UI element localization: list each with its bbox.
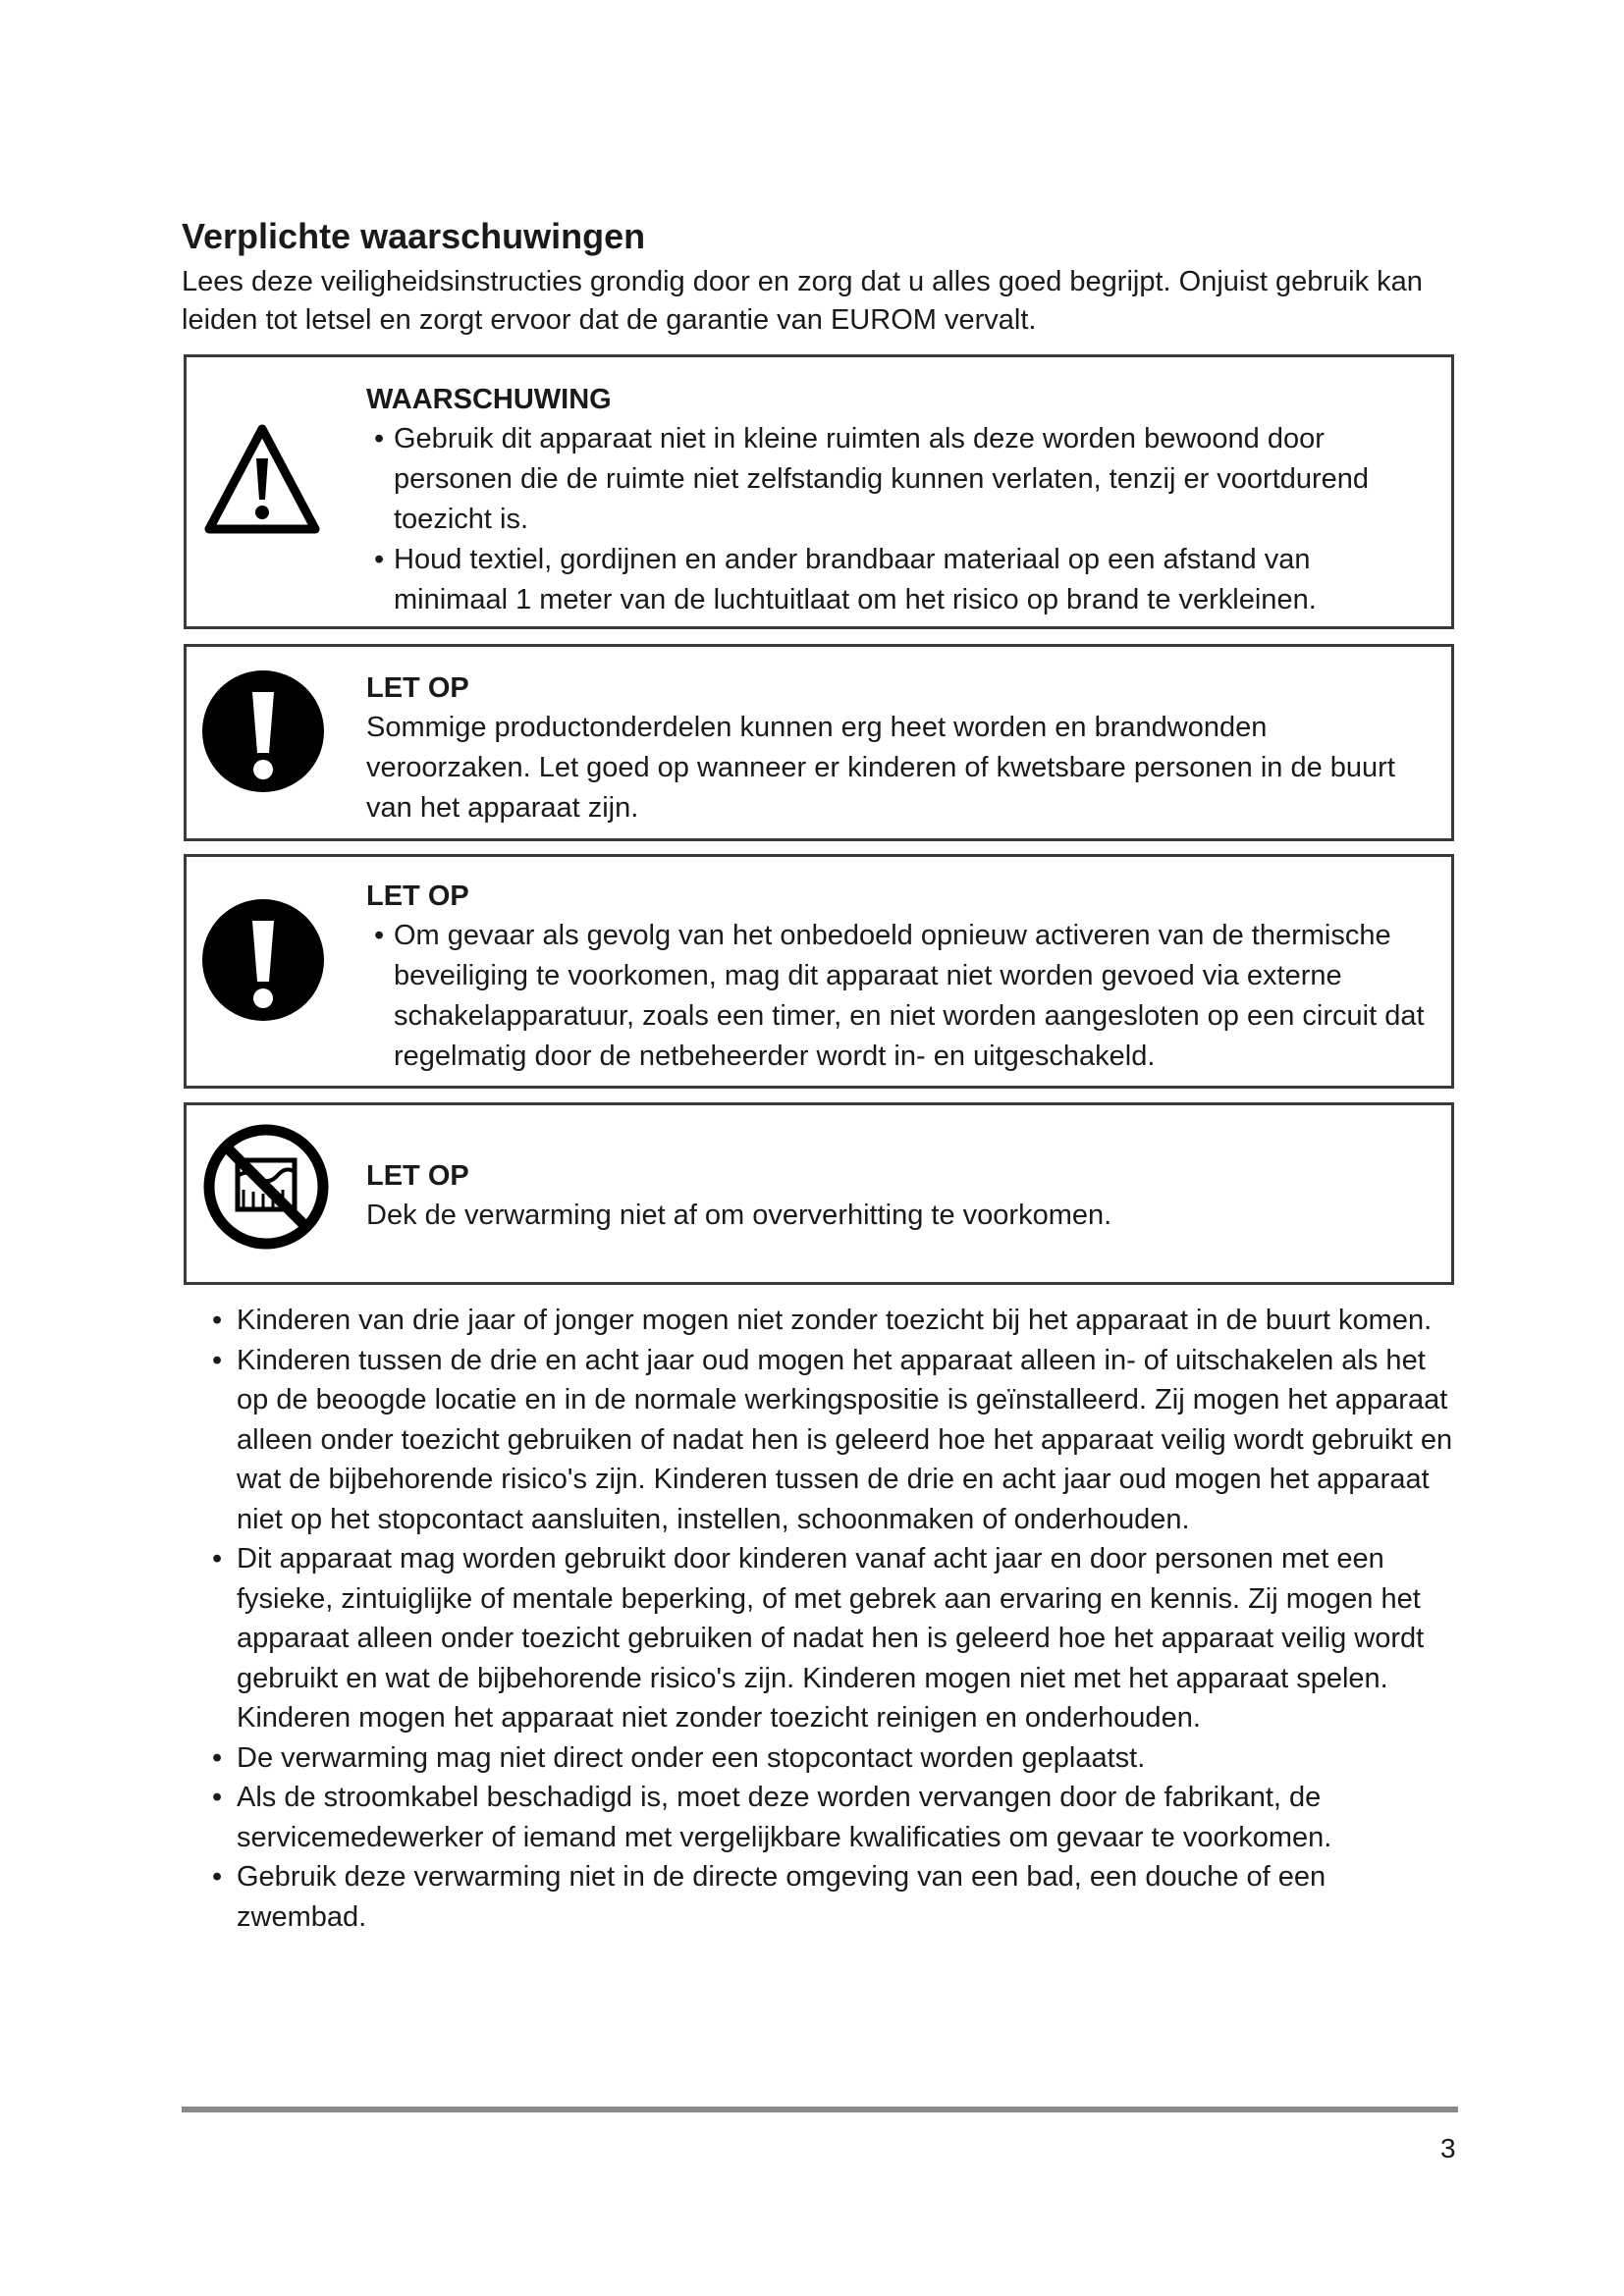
footer-divider bbox=[182, 2107, 1458, 2112]
warning-bullet: • Houd textiel, gordijnen en ander brandbaar materiaal op een afstand van minimaal 1 meter van de luchtuitlaat om het risico op brand te verkleinen. bbox=[366, 540, 1432, 620]
exclamation-circle-icon bbox=[200, 668, 326, 794]
caution-box-title: LET OP bbox=[366, 672, 469, 704]
caution-box-thermal-protection bbox=[184, 854, 1454, 1089]
warning-box-title: WAARSCHUWING bbox=[366, 384, 612, 415]
list-item: • Gebruik deze verwarming niet in de directe omgeving van een bad, een douche of een zwembad. bbox=[209, 1857, 1461, 1937]
exclamation-circle-icon bbox=[200, 897, 326, 1023]
list-item: • Dit apparaat mag worden gebruikt door kinderen vanaf acht jaar en door personen met een fysieke, zintuiglijke of mentale beperking, of met gebrek aan ervaring en kennis. Zij mogen het apparaat alleen onder toezicht gebruiken of nadat hen is geleerd hoe het apparaat veilig wordt gebruikt en wat de bijbehorende risico's zijn. Kinderen mogen niet met het apparaat spelen. Kinderen mogen het apparaat niet zonder toezicht reinigen en onderhouden. bbox=[209, 1539, 1461, 1738]
warning-box bbox=[184, 354, 1454, 629]
list-item: • Als de stroomkabel beschadigd is, moet deze worden vervangen door de fabrikant, de servicemedewerker of iemand met vergelijkbare kwalificaties om gevaar te voorkomen. bbox=[209, 1778, 1461, 1857]
caution-box-text: Dek de verwarming niet af om oververhitting te voorkomen. bbox=[366, 1200, 1112, 1231]
caution-box-title: LET OP bbox=[366, 1160, 469, 1192]
list-item: • Kinderen tussen de drie en acht jaar oud mogen het apparaat alleen in- of uitschakelen als het op de beoogde locatie en in de normale werkingspositie is geïnstalleerd. Zij mogen het apparaat alleen onder toezicht gebruiken of nadat hen is geleerd hoe het apparaat veilig wordt gebruikt en wat de bijbehorende risico's zijn. Kinderen tussen de drie en acht jaar oud mogen het apparaat niet op het stopcontact aansluiten, instellen, schoonmaken of onderhouden. bbox=[209, 1341, 1461, 1540]
intro-paragraph: Lees deze veiligheidsinstructies grondig door en zorg dat u alles goed begrijpt. Onjuist gebruik kan leiden tot letsel en zorgt ervoor dat de garantie van EUROM vervalt. bbox=[182, 266, 1423, 336]
page-title: Verplichte waarschuwingen bbox=[182, 216, 646, 256]
warning-bullet: • Gebruik dit apparaat niet in kleine ruimten als deze worden bewoond door personen die de ruimte niet zelfstandig kunnen verlaten, tenzij er voortdurend toezicht is. bbox=[366, 419, 1432, 540]
list-item: • De verwarming mag niet direct onder een stopcontact worden geplaatst. bbox=[209, 1738, 1461, 1779]
caution-box-title: LET OP bbox=[366, 881, 469, 912]
page-number: 3 bbox=[1440, 2133, 1456, 2163]
caution-box-hot-parts bbox=[184, 644, 1454, 841]
caution-box-do-not-cover bbox=[184, 1102, 1454, 1285]
caution-bullet: • Om gevaar als gevolg van het onbedoeld opnieuw activeren van de thermische beveiliging te voorkomen, mag dit apparaat niet worden gevoed via externe schakelapparatuur, zoals een timer, en niet worden aangesloten op een circuit dat regelmatig door de netbeheerder wordt in- en uitgeschakeld. bbox=[366, 916, 1432, 1077]
caution-box-text: Sommige productonderdelen kunnen erg heet worden en brandwonden veroorzaken. Let goed op wanneer er kinderen of kwetsbare personen in de buurt van het apparaat zijn. bbox=[366, 712, 1395, 824]
do-not-cover-icon bbox=[200, 1121, 332, 1253]
warning-triangle-icon bbox=[201, 421, 323, 537]
safety-instructions-list bbox=[209, 1301, 1461, 1937]
list-item: • Kinderen van drie jaar of jonger mogen niet zonder toezicht bij het apparaat in de buurt komen. bbox=[209, 1301, 1461, 1341]
